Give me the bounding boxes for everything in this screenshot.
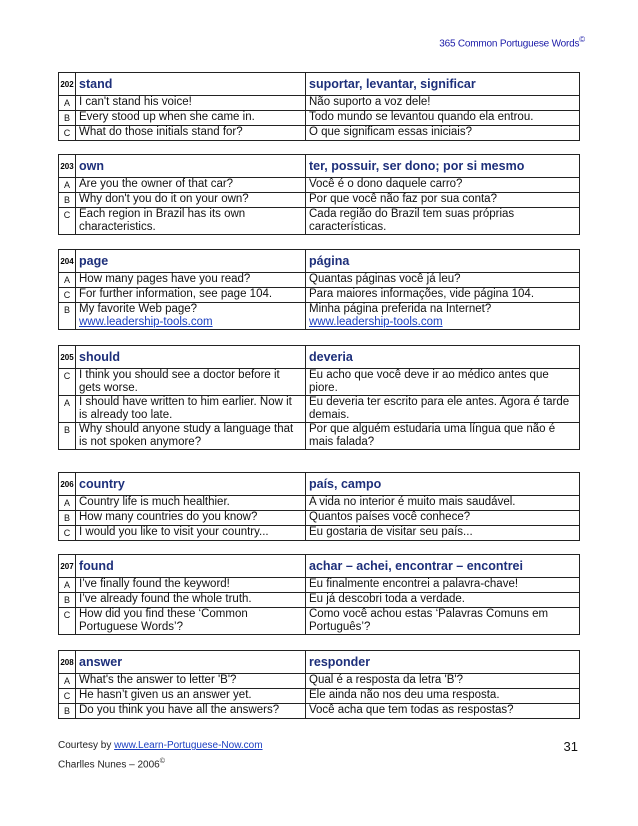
option-letter: B [59, 303, 76, 330]
option-letter: C [59, 526, 76, 541]
portuguese-sentence: Por que você não faz por sua conta? [309, 193, 497, 205]
english-sentence: I should have written to him earlier. Now it is already too late. [79, 396, 292, 421]
english-cell [76, 674, 306, 689]
entry-number: 207 [59, 555, 76, 578]
example-row [59, 689, 580, 704]
english-sentence: Why don't you do it on your own? [79, 193, 249, 205]
portuguese-sentence: Qual é a resposta da letra 'B'? [309, 674, 463, 686]
option-letter: B [59, 111, 76, 126]
portuguese-sentence: Você acha que tem todas as respostas? [309, 704, 514, 716]
portuguese-cell [306, 578, 580, 593]
portuguese-sentence: Eu deveria ter escrito para ele antes. Agora é tarde demais. [309, 396, 570, 421]
example-row [59, 303, 580, 330]
entry-number: 203 [59, 155, 76, 178]
english-sentence: Country life is much healthier. [79, 496, 230, 508]
english-cell [76, 178, 306, 193]
portuguese-sentence: Por que alguém estudaria uma língua que não é mais falada? [309, 423, 556, 448]
english-sentence: Are you the owner of that car? [79, 178, 234, 190]
example-row [59, 193, 580, 208]
option-letter: C [59, 208, 76, 235]
english-cell [76, 369, 306, 396]
portuguese-cell [306, 593, 580, 608]
example-row [59, 369, 580, 396]
option-letter: B [59, 593, 76, 608]
footer-copyright-mark: © [159, 758, 165, 765]
english-cell [76, 511, 306, 526]
option-letter: C [59, 369, 76, 396]
portuguese-cell [306, 111, 580, 126]
portuguese-cell [306, 396, 580, 423]
english-sentence: I’ve already found the whole truth. [79, 593, 252, 605]
english-sentence: Why should anyone study a language that is not spoken anymore? [79, 423, 294, 448]
example-row [59, 511, 580, 526]
portuguese-sentence: Não suporto a voz dele! [309, 96, 431, 108]
example-row [59, 396, 580, 423]
example-row [59, 273, 580, 288]
portuguese-cell [306, 96, 580, 111]
entry-header-row [59, 346, 580, 369]
portuguese-translation: responder [306, 651, 580, 674]
portuguese-cell [306, 193, 580, 208]
option-letter: B [59, 193, 76, 208]
portuguese-cell [306, 303, 580, 330]
entry-header-row [59, 473, 580, 496]
english-cell [76, 396, 306, 423]
english-cell [76, 704, 306, 719]
option-letter: C [59, 288, 76, 303]
english-sentence: I can't stand his voice! [79, 96, 192, 108]
portuguese-sentence: Eu finalmente encontrei a palavra-chave! [309, 578, 519, 590]
portuguese-translation: deveria [306, 346, 580, 369]
word-entry-table [58, 554, 580, 635]
english-sentence: How many countries do you know? [79, 511, 258, 523]
english-sentence: Every stood up when she came in. [79, 111, 255, 123]
portuguese-translation: ter, possuir, ser dono; por si mesmo [306, 155, 580, 178]
english-cell [76, 273, 306, 288]
example-row [59, 111, 580, 126]
example-row [59, 496, 580, 511]
portuguese-sentence: Eu acho que você deve ir ao médico antes que piore. [309, 369, 549, 394]
english-sentence: I would you like to visit your country... [79, 526, 269, 538]
english-sentence: How many pages have you read? [79, 273, 251, 285]
author-credit: Charlles Nunes – 2006 [58, 759, 160, 771]
portuguese-cell [306, 273, 580, 288]
english-cell [76, 208, 306, 235]
portuguese-sentence: Cada região do Brazil tem suas próprias características. [309, 208, 515, 233]
english-word: stand [76, 73, 306, 96]
english-sentence: He hasn’t given us an answer yet. [79, 689, 252, 701]
page-number: 31 [563, 739, 578, 754]
word-entry-table [58, 72, 580, 141]
portuguese-cell [306, 674, 580, 689]
portuguese-sentence: Quantas páginas você já leu? [309, 273, 461, 285]
copyright-mark: © [579, 35, 585, 44]
english-cell [76, 126, 306, 141]
english-web-link[interactable]: www.leadership-tools.com [79, 316, 213, 328]
example-row [59, 526, 580, 541]
example-row [59, 704, 580, 719]
option-letter: A [59, 178, 76, 193]
portuguese-sentence: Como você achou estas ‘Palavras Comuns em Português’? [309, 608, 549, 633]
portuguese-cell [306, 496, 580, 511]
portuguese-translation: página [306, 250, 580, 273]
example-row [59, 674, 580, 689]
example-row [59, 208, 580, 235]
english-sentence: What do those initials stand for? [79, 126, 243, 138]
option-letter: B [59, 423, 76, 450]
option-letter: C [59, 608, 76, 635]
portuguese-cell [306, 288, 580, 303]
footer [58, 738, 263, 773]
portuguese-sentence: Minha página preferida na Internet? [309, 303, 492, 315]
english-word: country [76, 473, 306, 496]
english-word: answer [76, 651, 306, 674]
english-cell [76, 608, 306, 635]
option-letter: C [59, 689, 76, 704]
english-cell [76, 423, 306, 450]
portuguese-cell [306, 369, 580, 396]
english-word: own [76, 155, 306, 178]
entry-number: 204 [59, 250, 76, 273]
english-word: page [76, 250, 306, 273]
portuguese-cell [306, 178, 580, 193]
word-entry-table [58, 650, 580, 719]
footer-link[interactable]: www.Learn-Portuguese-Now.com [114, 740, 263, 751]
english-cell [76, 96, 306, 111]
english-sentence: How did you find these ‘Common Portuguese Words’? [79, 608, 248, 633]
portuguese-sentence: Eu já descobri toda a verdade. [309, 593, 465, 605]
portuguese-sentence: Você é o dono daquele carro? [309, 178, 463, 190]
example-row [59, 593, 580, 608]
portuguese-cell [306, 423, 580, 450]
example-row [59, 423, 580, 450]
courtesy-label: Courtesy by [58, 740, 112, 751]
option-letter: A [59, 674, 76, 689]
option-letter: B [59, 704, 76, 719]
english-cell [76, 578, 306, 593]
entry-header-row [59, 250, 580, 273]
option-letter: B [59, 511, 76, 526]
english-cell [76, 593, 306, 608]
option-letter: A [59, 578, 76, 593]
english-cell [76, 496, 306, 511]
english-cell [76, 689, 306, 704]
portuguese-sentence: Ele ainda não nos deu uma resposta. [309, 689, 500, 701]
example-row [59, 288, 580, 303]
portuguese-sentence: Eu gostaria de visitar seu país... [309, 526, 473, 538]
english-word: found [76, 555, 306, 578]
example-row [59, 126, 580, 141]
portuguese-cell [306, 126, 580, 141]
english-cell [76, 193, 306, 208]
entry-number: 206 [59, 473, 76, 496]
document-header [439, 35, 585, 49]
portuguese-sentence: O que significam essas iniciais? [309, 126, 472, 138]
portuguese-sentence: Quantos países você conhece? [309, 511, 471, 523]
english-sentence: I think you should see a doctor before it gets worse. [79, 369, 280, 394]
portuguese-cell [306, 511, 580, 526]
example-row [59, 578, 580, 593]
entry-header-row [59, 73, 580, 96]
portuguese-web-link[interactable]: www.leadership-tools.com [309, 316, 443, 328]
english-sentence: Do you think you have all the answers? [79, 704, 280, 716]
option-letter: C [59, 126, 76, 141]
portuguese-cell [306, 526, 580, 541]
example-row [59, 96, 580, 111]
portuguese-cell [306, 704, 580, 719]
english-sentence: For further information, see page 104. [79, 288, 273, 300]
english-cell [76, 111, 306, 126]
english-word: should [76, 346, 306, 369]
portuguese-translation: achar – achei, encontrar – encontrei [306, 555, 580, 578]
entry-header-row [59, 155, 580, 178]
word-entry-table [58, 249, 580, 330]
english-cell [76, 288, 306, 303]
english-sentence: I’ve finally found the keyword! [79, 578, 230, 590]
portuguese-cell [306, 608, 580, 635]
option-letter: A [59, 496, 76, 511]
english-sentence: My favorite Web page? [79, 303, 198, 315]
header-title: 365 Common Portuguese Words [439, 38, 580, 50]
word-entry-table [58, 472, 580, 541]
example-row [59, 178, 580, 193]
portuguese-sentence: Todo mundo se levantou quando ela entrou. [309, 111, 534, 123]
english-cell [76, 303, 306, 330]
english-cell [76, 526, 306, 541]
portuguese-cell [306, 689, 580, 704]
option-letter: A [59, 273, 76, 288]
word-entry-table [58, 154, 580, 235]
entry-number: 208 [59, 651, 76, 674]
portuguese-sentence: A vida no interior é muito mais saudável. [309, 496, 516, 508]
example-row [59, 608, 580, 635]
entry-header-row [59, 651, 580, 674]
english-sentence: What's the answer to letter 'B'? [79, 674, 237, 686]
word-entry-table [58, 345, 580, 450]
entry-number: 205 [59, 346, 76, 369]
portuguese-translation: país, campo [306, 473, 580, 496]
portuguese-sentence: Para maiores informações, vide página 104. [309, 288, 535, 300]
entry-number: 202 [59, 73, 76, 96]
entry-header-row [59, 555, 580, 578]
english-sentence: Each region in Brazil has its own characteristics. [79, 208, 246, 233]
portuguese-translation: suportar, levantar, significar [306, 73, 580, 96]
option-letter: A [59, 396, 76, 423]
option-letter: A [59, 96, 76, 111]
portuguese-cell [306, 208, 580, 235]
